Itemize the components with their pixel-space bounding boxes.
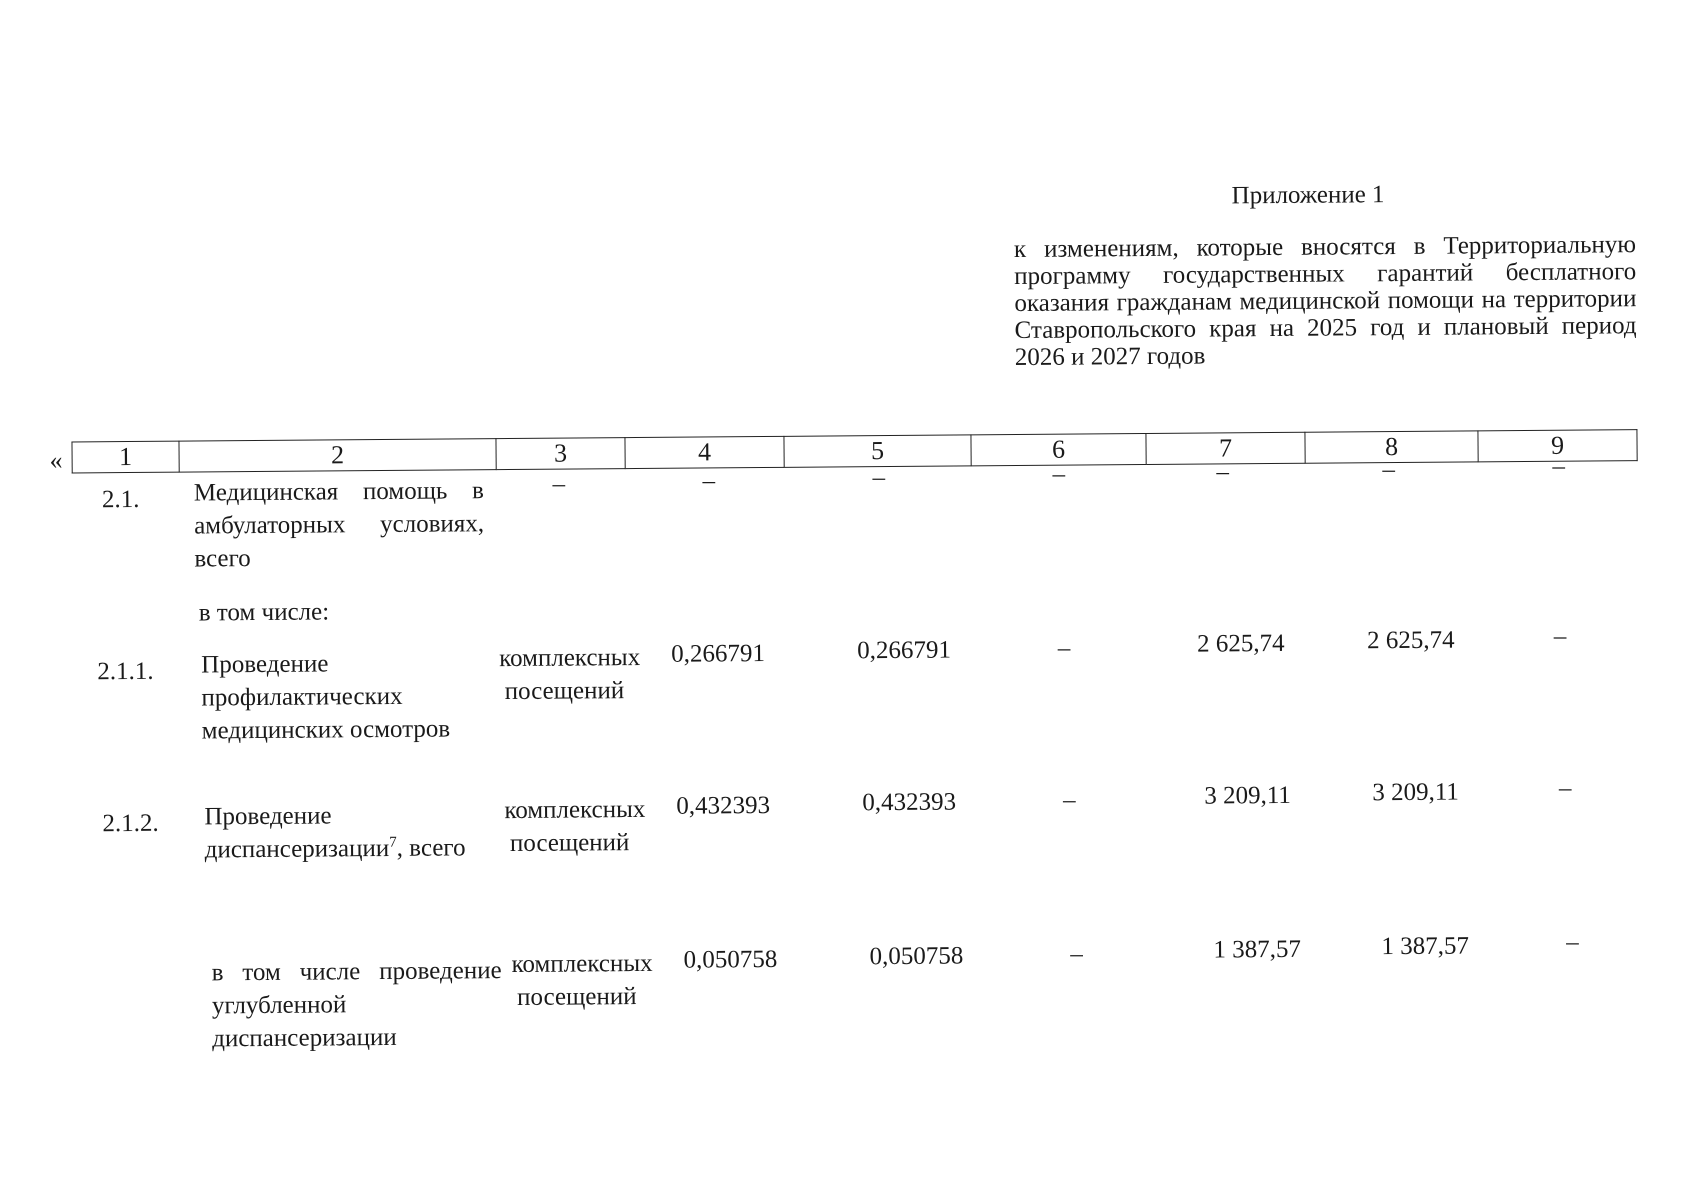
row-name-suffix: , всего — [396, 834, 466, 862]
column-header-9: 9 — [1478, 430, 1637, 462]
column-header-7: 7 — [1146, 432, 1305, 464]
cell-col5: 0,266791 — [857, 636, 951, 665]
column-header-3: 3 — [496, 438, 625, 470]
row-name — [204, 798, 495, 866]
cell-col6: – — [1070, 940, 1083, 968]
row-number: 2.1. — [101, 485, 140, 514]
row-name-text: Проведение диспансеризации — [204, 802, 390, 864]
row-unit: комплексных посещений — [504, 795, 646, 858]
cell-col7: 2 625,74 — [1196, 629, 1285, 658]
row-unit: комплексных посещений — [499, 643, 641, 706]
column-header-8: 8 — [1305, 431, 1478, 463]
row-name: в том числе проведение углубленной диспансеризации — [211, 957, 502, 1053]
appendix-title: Приложение 1 — [1231, 181, 1385, 210]
row-name: Медицинская помощь в амбулаторных условиях, всего — [193, 477, 485, 573]
row-number: 2.1.2. — [102, 809, 159, 838]
cell-col4: 0,050758 — [683, 945, 778, 974]
cell-col5: 0,050758 — [869, 942, 964, 971]
cell-col6: – — [1057, 634, 1071, 662]
cell-col9: – — [1553, 622, 1567, 650]
cell-col4: 0,266791 — [671, 640, 766, 668]
row-number: 2.1.1. — [97, 657, 154, 686]
appendix-description: к изменениям, которые вносятся в Территориальную программу государственных гарантий бесплатного оказания гражданам медицинской помощи на территории Ставропольского края на 2025 год и плановый период 2026 и 2027 годов — [1013, 231, 1637, 372]
row-name: Проведение профилактических медицинских осмотров — [201, 650, 451, 745]
cell-col4: 0,432393 — [676, 791, 771, 820]
cell-col9: – — [1558, 774, 1572, 802]
cell-col8: 3 209,11 — [1372, 778, 1459, 807]
column-header-6: 6 — [971, 434, 1146, 466]
cell-col3: – — [552, 470, 566, 498]
cell-col4: – — [702, 467, 716, 495]
cell-col8: – — [1382, 456, 1396, 484]
cell-col8: 1 387,57 — [1381, 932, 1470, 961]
cell-col5: 0,432393 — [862, 788, 957, 817]
column-header-1: 1 — [72, 441, 179, 473]
column-header-4: 4 — [625, 436, 784, 468]
cell-col7: – — [1216, 458, 1230, 486]
cell-col5: – — [872, 464, 886, 492]
cell-col6: – — [1062, 786, 1076, 814]
cell-col9: – — [1552, 452, 1566, 480]
subsection-label: в том числе: — [198, 598, 330, 627]
cell-col6: – — [1052, 460, 1066, 488]
cell-col7: 1 387,57 — [1213, 935, 1302, 964]
cell-col9: – — [1566, 928, 1579, 956]
footnote-marker: 7 — [389, 834, 397, 851]
column-header-5: 5 — [784, 435, 971, 467]
opening-quote-mark: « — [49, 445, 63, 475]
column-header-2: 2 — [179, 439, 496, 472]
cell-col8: 2 625,74 — [1366, 626, 1455, 655]
row-unit: комплексных посещений — [511, 949, 653, 1011]
cell-col7: 3 209,11 — [1204, 781, 1291, 810]
